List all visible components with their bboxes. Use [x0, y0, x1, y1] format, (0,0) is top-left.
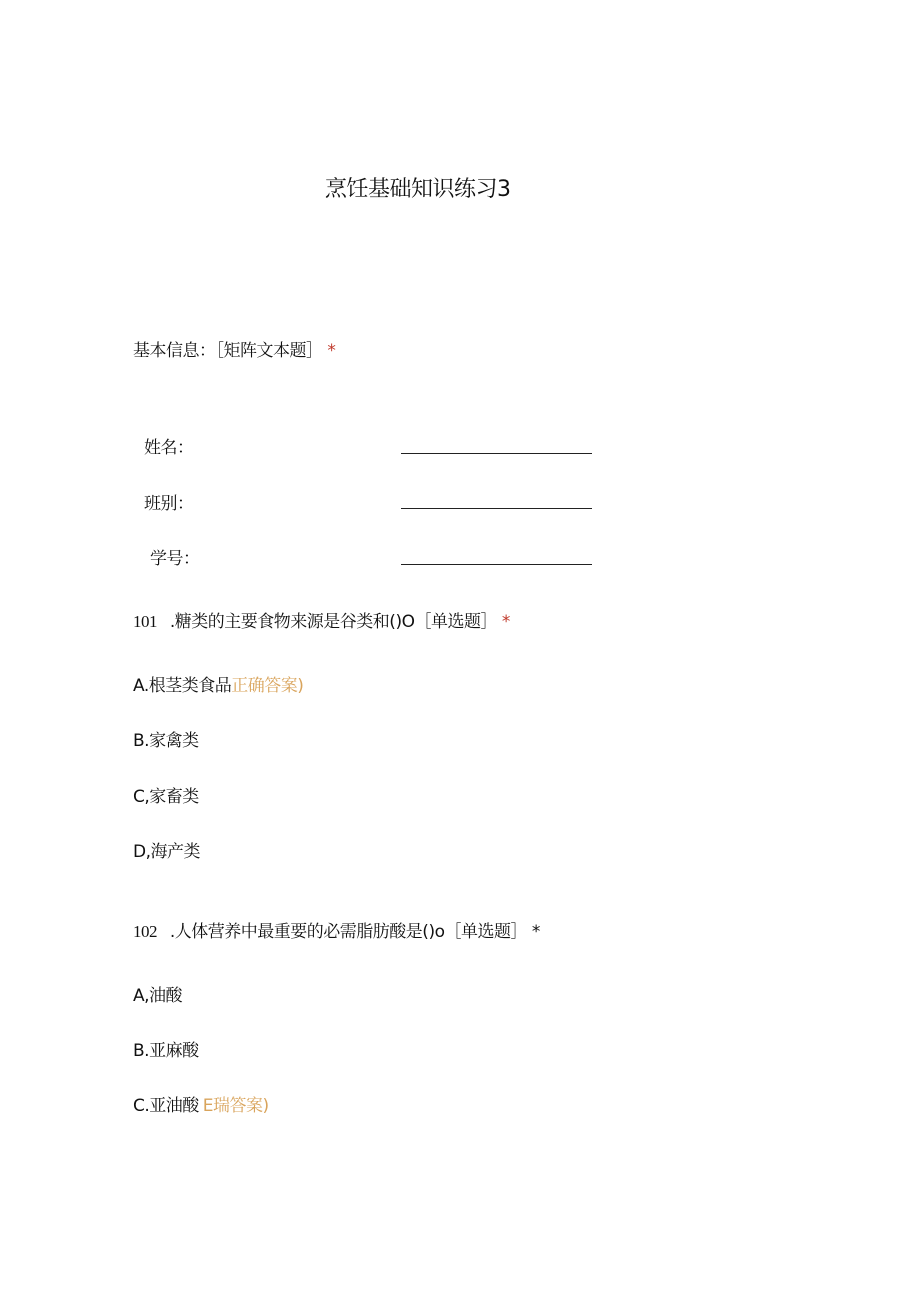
- q102-option-b[interactable]: B.亚麻酸: [133, 1041, 199, 1061]
- q102-answer-note: E瑞答案): [202, 1096, 269, 1116]
- q101-option-a[interactable]: [133, 671, 303, 696]
- student-id-field-label: 学号：: [150, 549, 200, 569]
- name-field-label: 姓名：: [144, 438, 194, 458]
- page-title: 烹饪基础知识练习3: [325, 177, 511, 202]
- q101-answer-note: 正确答案): [231, 676, 304, 696]
- question-101-text: .糖类的主要食物来源是谷类和()O［单选题］: [169, 612, 497, 632]
- class-field-input[interactable]: [401, 508, 592, 509]
- q102-option-c[interactable]: [133, 1091, 269, 1116]
- class-field-label: 班别：: [144, 494, 194, 514]
- question-102: [133, 917, 540, 942]
- q101-option-d[interactable]: D,海产类: [133, 842, 200, 862]
- q101-option-c[interactable]: C,家畜类: [133, 787, 199, 807]
- question-102-required-star: *: [531, 922, 540, 942]
- question-101-number: 101: [133, 612, 157, 631]
- q101-option-a-label: A.根茎类食品: [133, 676, 232, 696]
- q102-option-c-label: C.亚油酸: [133, 1096, 199, 1116]
- question-101-required-star: *: [501, 612, 510, 632]
- question-102-number: 102: [133, 922, 157, 941]
- question-102-text: .人体营养中最重要的必需脂肪酸是()o［单选题］: [169, 922, 527, 942]
- q102-option-a[interactable]: A,油酸: [133, 986, 183, 1006]
- question-101: [133, 607, 510, 632]
- info-label: 基本信息：［矩阵文本题］: [133, 341, 323, 361]
- q101-option-b[interactable]: B.家禽类: [133, 731, 199, 751]
- name-field-input[interactable]: [401, 453, 592, 454]
- student-id-field-input[interactable]: [401, 564, 592, 565]
- required-star: *: [327, 341, 336, 361]
- info-question: [133, 336, 335, 361]
